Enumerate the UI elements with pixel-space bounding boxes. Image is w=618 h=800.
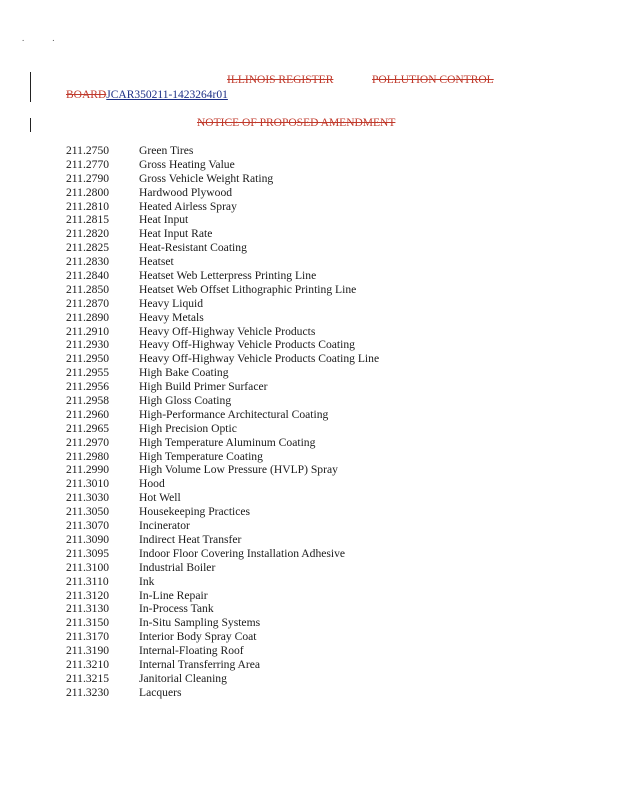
change-bar xyxy=(30,118,31,132)
defined-term: Internal Transferring Area xyxy=(139,657,261,671)
section-number: 211.2955 xyxy=(66,366,110,380)
section-number: 211.3230 xyxy=(66,685,110,699)
section-number: 211.3120 xyxy=(66,588,110,602)
defined-term: Heavy Off-Highway Vehicle Products Coating xyxy=(139,338,355,352)
defined-term: Internal-Floating Roof xyxy=(139,644,244,658)
section-number: 211.2930 xyxy=(66,338,110,352)
section-number: 211.3190 xyxy=(66,644,110,658)
section-number: 211.3010 xyxy=(66,477,110,491)
defined-term: Heavy Metals xyxy=(139,310,204,324)
defined-term: High Build Primer Surfacer xyxy=(139,380,268,394)
section-number: 211.2815 xyxy=(66,213,110,227)
section-number: 211.2790 xyxy=(66,171,110,185)
defined-term: Indirect Heat Transfer xyxy=(139,532,242,546)
defined-term: Hood xyxy=(139,477,165,491)
section-number: 211.2958 xyxy=(66,394,110,408)
defined-term: Heatset Web Letterpress Printing Line xyxy=(139,269,317,283)
section-number: 211.2950 xyxy=(66,352,110,366)
section-number: 211.2770 xyxy=(66,157,110,171)
section-number: 211.2870 xyxy=(66,296,110,310)
defined-term: Heat Input Rate xyxy=(139,227,213,241)
change-bar xyxy=(30,72,31,102)
defined-term: Heatset xyxy=(139,255,174,269)
defined-term: Heavy Liquid xyxy=(139,296,204,310)
section-number: 211.2810 xyxy=(66,199,110,213)
defined-term: Industrial Boiler xyxy=(139,560,216,574)
defined-term: High Volume Low Pressure (HVLP) Spray xyxy=(139,463,338,477)
defined-term: In-Line Repair xyxy=(139,588,208,602)
scan-artifact-dots: .. xyxy=(22,33,83,43)
defined-term: High Temperature Aluminum Coating xyxy=(139,435,316,449)
section-number: 211.2980 xyxy=(66,449,110,463)
section-number: 211.2890 xyxy=(66,310,110,324)
board-title-deleted-part2: BOARD xyxy=(66,89,107,101)
defined-term: In-Situ Sampling Systems xyxy=(139,616,261,630)
section-number: 211.3210 xyxy=(66,657,110,671)
section-number: 211.2830 xyxy=(66,255,110,269)
section-number: 211.3030 xyxy=(66,491,110,505)
defined-term: Gross Vehicle Weight Rating xyxy=(139,171,274,185)
section-number: 211.2820 xyxy=(66,227,110,241)
section-number: 211.3050 xyxy=(66,505,110,519)
section-number: 211.2956 xyxy=(66,380,110,394)
section-number: 211.3215 xyxy=(66,671,110,685)
defined-term: Heated Airless Spray xyxy=(139,199,237,213)
defined-term: Heavy Off-Highway Vehicle Products xyxy=(139,324,316,338)
defined-term: Heavy Off-Highway Vehicle Products Coating Line xyxy=(139,352,380,366)
section-number: 211.2910 xyxy=(66,324,110,338)
defined-term: Indoor Floor Covering Installation Adhesive xyxy=(139,546,346,560)
section-number: 211.2850 xyxy=(66,282,110,296)
defined-term: Gross Heating Value xyxy=(139,157,235,171)
board-title-deleted-part1: POLLUTION CONTROL xyxy=(372,74,494,86)
section-number: 211.3070 xyxy=(66,519,110,533)
header-line-2 xyxy=(66,89,228,101)
section-number: 211.3150 xyxy=(66,616,110,630)
section-number: 211.3110 xyxy=(66,574,109,588)
register-title-deleted: ILLINOIS REGISTER xyxy=(227,74,334,86)
defined-term: High-Performance Architectural Coating xyxy=(139,407,329,421)
defined-term: High Bake Coating xyxy=(139,366,229,380)
defined-term: Lacquers xyxy=(139,685,182,699)
defined-term: Green Tires xyxy=(139,144,194,157)
defined-term: In-Process Tank xyxy=(139,602,214,616)
notice-title-deleted: NOTICE OF PROPOSED AMENDMENT xyxy=(197,117,396,129)
section-number: 211.3090 xyxy=(66,532,110,546)
defined-term: Incinerator xyxy=(139,519,190,533)
defined-term: Ink xyxy=(139,574,155,588)
section-number: 211.2750 xyxy=(66,144,110,157)
defined-term: Janitorial Cleaning xyxy=(139,671,227,685)
defined-term: Hardwood Plywood xyxy=(139,185,233,199)
defined-term: High Temperature Coating xyxy=(139,449,263,463)
section-number: 211.2965 xyxy=(66,421,110,435)
section-number: 211.2960 xyxy=(66,407,110,421)
section-number: 211.2970 xyxy=(66,435,110,449)
section-number: 211.2990 xyxy=(66,463,110,477)
defined-term: Heat-Resistant Coating xyxy=(139,241,247,255)
section-number: 211.3100 xyxy=(66,560,110,574)
section-number: 211.3170 xyxy=(66,630,110,644)
section-number: 211.2800 xyxy=(66,185,110,199)
defined-term: Heat Input xyxy=(139,213,189,227)
section-number: 211.3095 xyxy=(66,546,110,560)
section-number: 211.2840 xyxy=(66,269,110,283)
section-number: 211.3130 xyxy=(66,602,110,616)
defined-term: Housekeeping Practices xyxy=(139,505,251,519)
jcar-id-inserted: JCAR350211-1423264r01 xyxy=(106,89,228,101)
defined-term: High Precision Optic xyxy=(139,421,237,435)
defined-term: High Gloss Coating xyxy=(139,394,232,408)
section-number: 211.2825 xyxy=(66,241,110,255)
defined-term: Heatset Web Offset Lithographic Printing Line xyxy=(139,282,357,296)
defined-term: Hot Well xyxy=(139,491,181,505)
defined-term: Interior Body Spray Coat xyxy=(139,630,257,644)
